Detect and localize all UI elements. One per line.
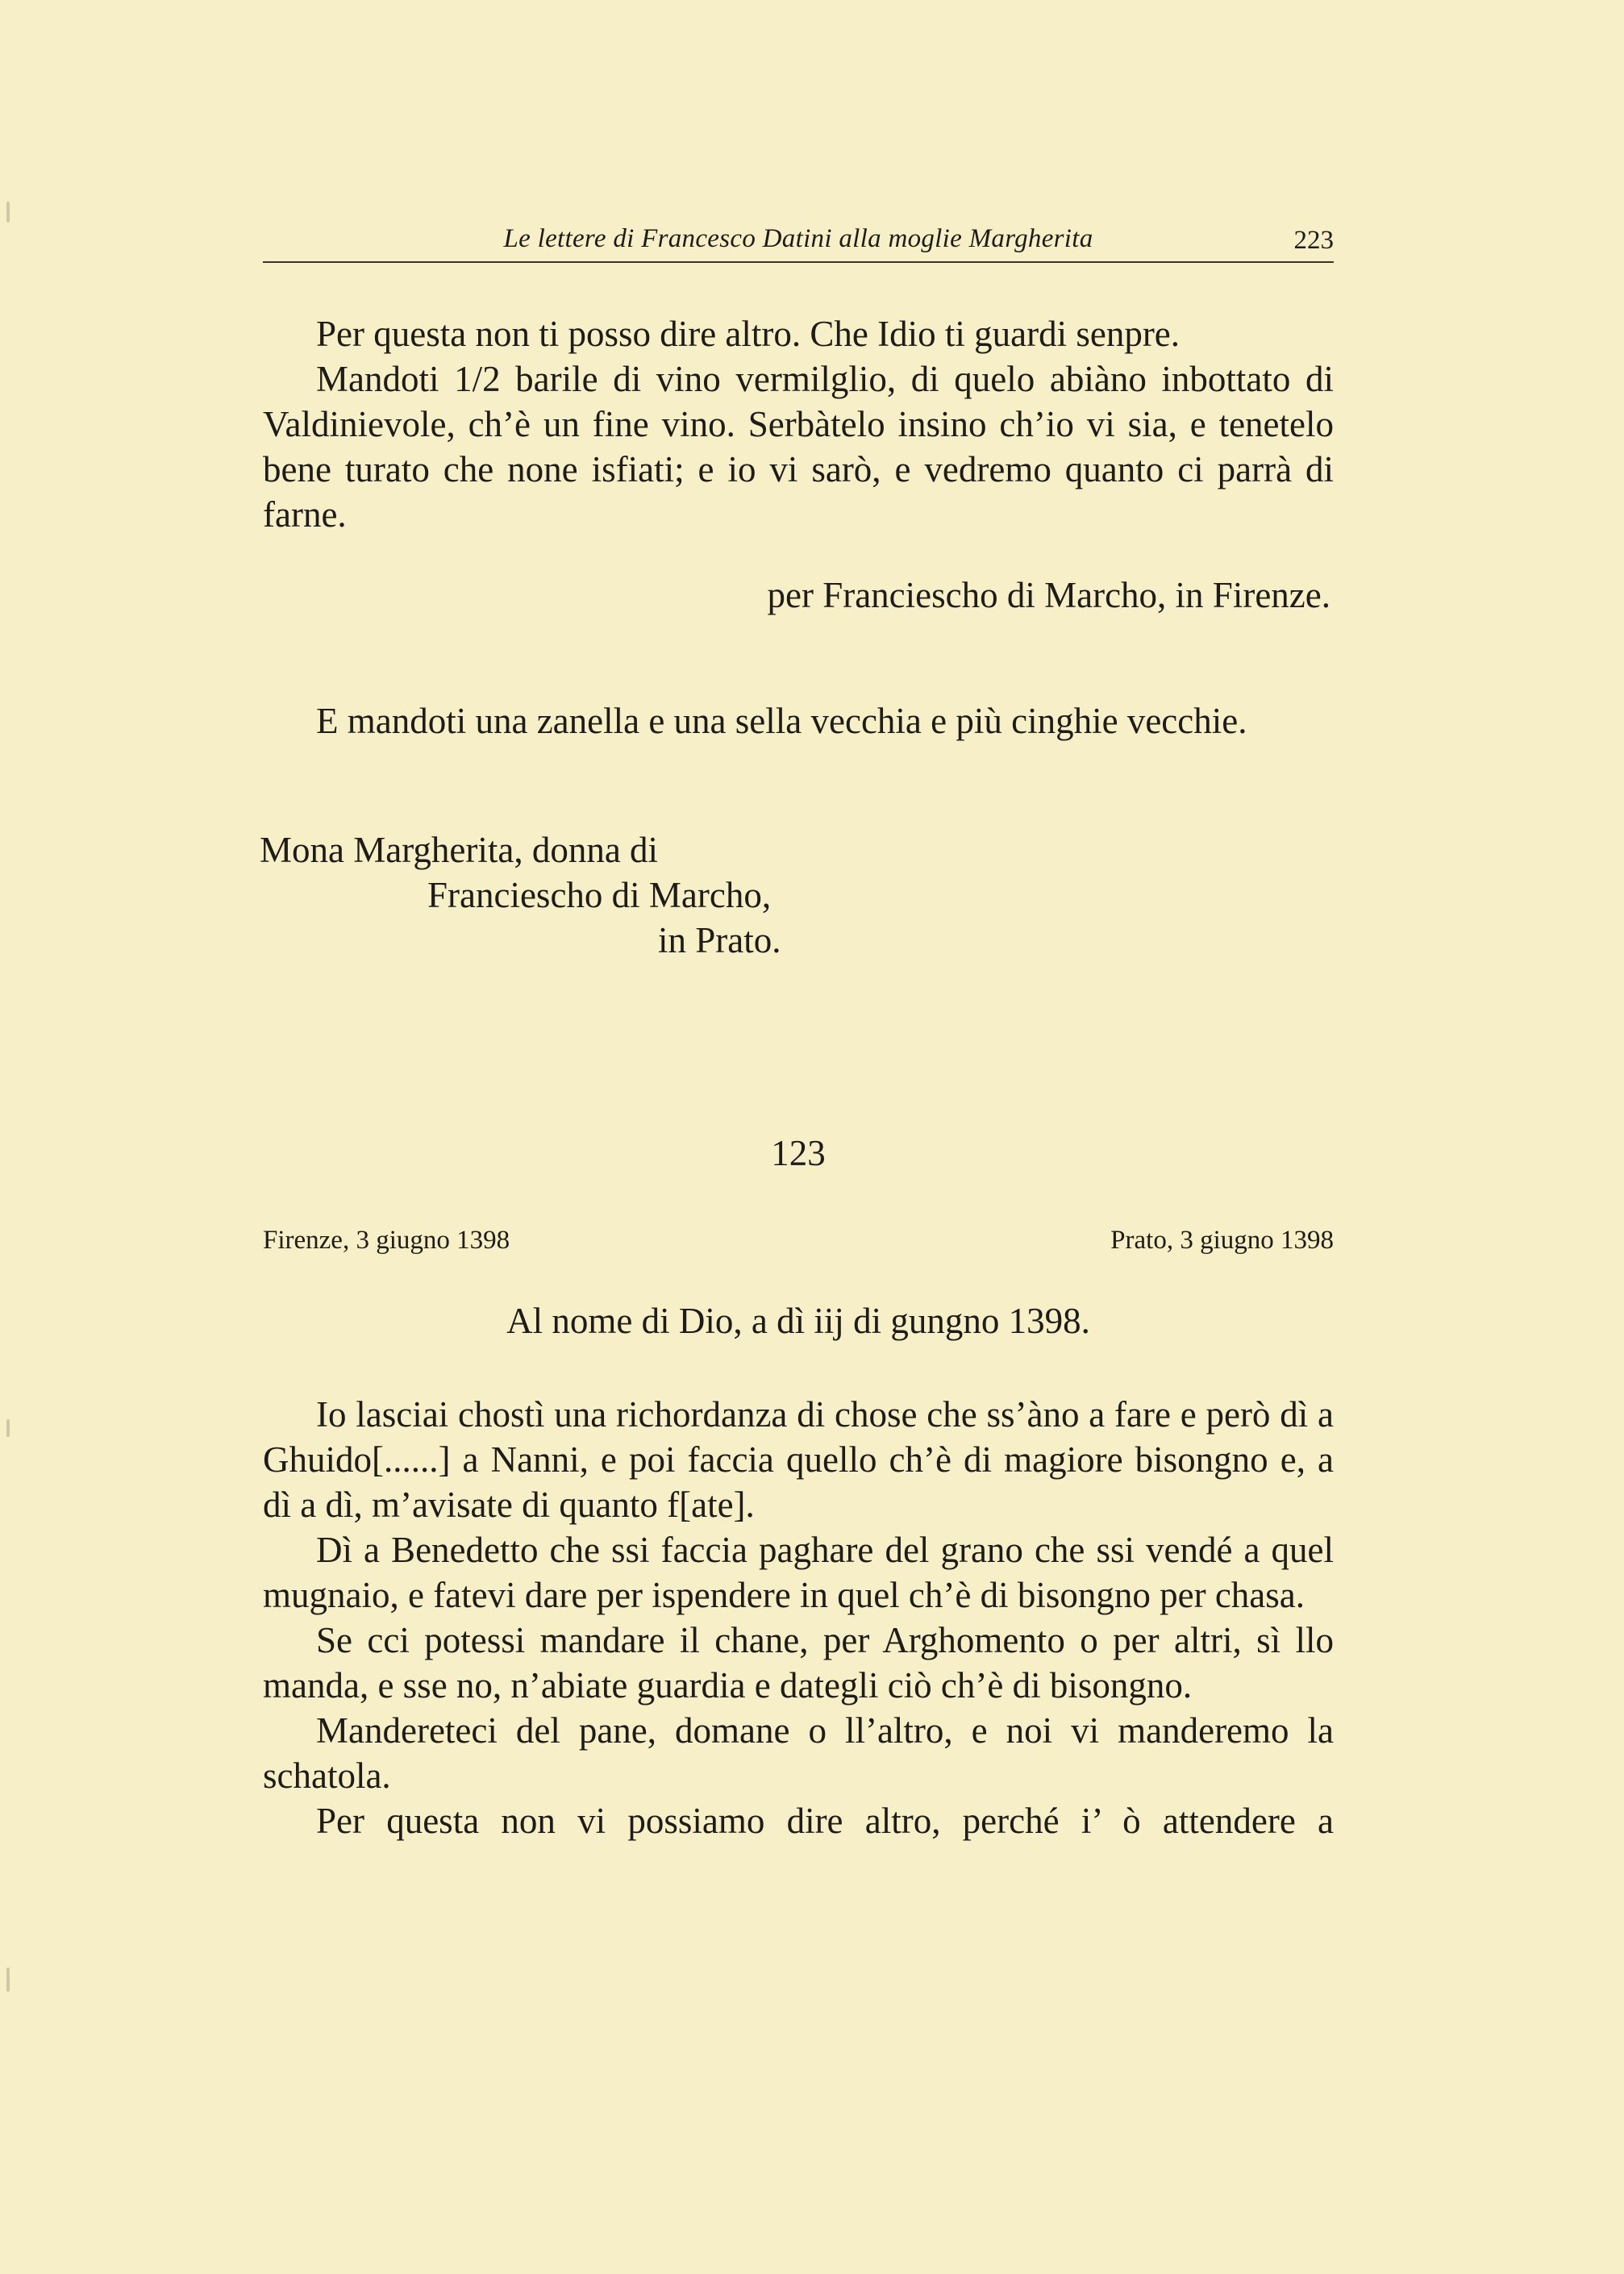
paragraph: Mandereteci del pane, domane o ll’altro, e noi vi manderemo la schatola. <box>263 1710 1334 1796</box>
letter-body <box>263 1392 1334 1843</box>
margin-mark <box>6 1419 10 1437</box>
letter-number: 123 <box>771 1133 826 1173</box>
paragraph: Dì a Benedetto che ssi faccia paghare del grano che ssi vendé a quel mugnaio, e fatevi dare per ispendere in quel ch’è di bisongno per chasa. <box>263 1530 1334 1615</box>
running-header <box>263 218 1334 263</box>
date-to: Prato, 3 giugno 1398 <box>1110 1226 1334 1255</box>
paragraph: Per questa non vi possiamo dire altro, perché i’ ò attendere a <box>316 1801 1334 1841</box>
paragraph: Io lasciai chostì una richordanza di chose che ss’àno a fare e però dì a Ghuido[......] a Nanni, e poi faccia quello ch’è di magiore bisongno e, a dì a dì, m’avisate di quanto f[ate]. <box>263 1394 1334 1525</box>
page-number: 223 <box>1293 226 1334 255</box>
date-line <box>263 1226 1334 1256</box>
margin-mark <box>6 202 10 223</box>
running-title: Le lettere di Francesco Datini alla moglie Margherita <box>503 224 1093 253</box>
paragraph: Mandoti 1/2 barile di vino vermilglio, di quelo abiàno inbottato di Valdinievole, ch’è un fine vino. Serbàtelo insino ch’io vi sia, e tenetelo bene turato che none isfiati; e io vi sarò, e vedremo quanto ci parrà di farne. <box>263 359 1334 535</box>
date-from: Firenze, 3 giugno 1398 <box>263 1226 510 1255</box>
top-paragraphs <box>263 311 1334 537</box>
address-line: in Prato. <box>658 920 781 960</box>
paragraph: Per questa non ti posso dire altro. Che Idio ti guardi senpre. <box>316 314 1181 354</box>
address-line: Mona Margherita, donna di <box>260 830 659 870</box>
paragraph: Se cci potessi mandare il chane, per Arghomento o per altri, sì llo manda, e sse no, n’abiate guardia e dategli ciò ch’è di bisongno. <box>263 1620 1334 1706</box>
margin-mark <box>6 1968 10 1992</box>
signature: per Franciescho di Marcho, in Firenze. <box>767 575 1330 615</box>
address-line: Franciescho di Marcho, <box>427 875 772 915</box>
postscript: E mandoti una zanella e una sella vecchia e più cinghie vecchie. <box>316 701 1247 741</box>
salutation: Al nome di Dio, a dì iij di gungno 1398. <box>506 1301 1090 1341</box>
